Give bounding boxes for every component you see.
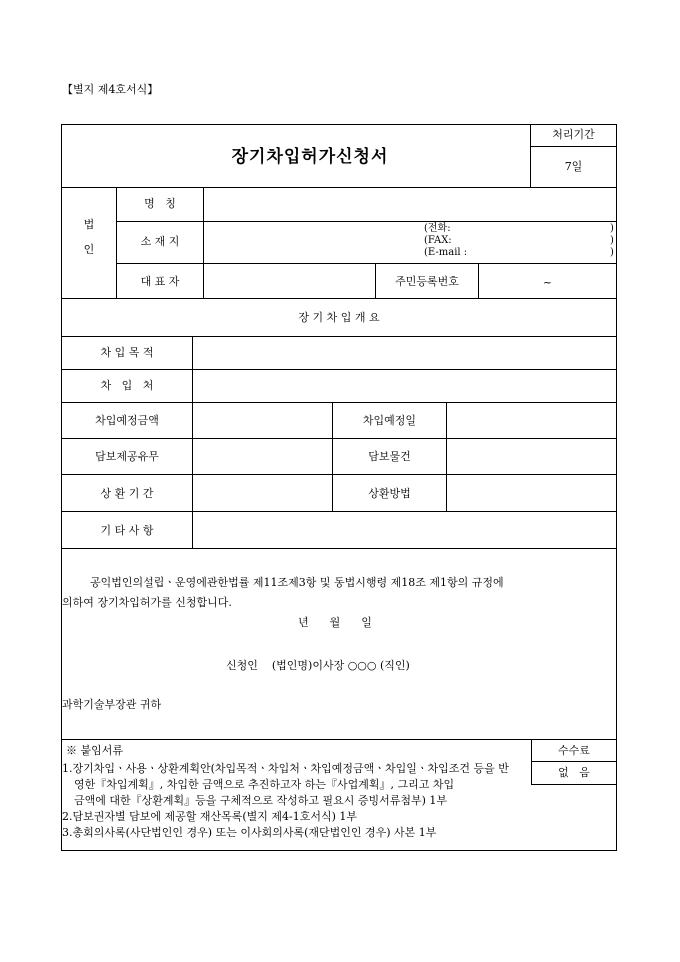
date-label: 차입예정일 bbox=[362, 414, 417, 427]
method-field[interactable] bbox=[447, 475, 616, 511]
date-field[interactable] bbox=[447, 403, 616, 438]
applicant-line: 신청인 (법인명)이사장 ○○○ (직인) bbox=[226, 659, 410, 672]
amount-label: 차입예정금액 bbox=[95, 414, 159, 427]
attachment-item3: 3.총회의사록(사단법인인 경우) 또는 이사회의사록(재단법인인 경우) 사본 1부 bbox=[62, 826, 437, 839]
email-label: (E-mail : bbox=[424, 247, 468, 258]
amount-field[interactable] bbox=[193, 403, 332, 438]
lender-field[interactable] bbox=[193, 370, 616, 402]
fax-close: ) bbox=[610, 235, 614, 246]
border-right bbox=[616, 124, 617, 851]
statement-date: 년 월 일 bbox=[298, 616, 372, 629]
period-field[interactable] bbox=[193, 475, 332, 511]
statement-line2: 의하여 장기차입허가를 신청합니다. bbox=[62, 596, 232, 609]
phone-label: (전화: bbox=[424, 223, 451, 234]
processing-label: 처리기간 bbox=[552, 128, 595, 141]
reg-no-value[interactable]: ~ bbox=[542, 276, 553, 289]
fee-value: 없 음 bbox=[558, 766, 590, 779]
overview-header: 장 기 차 입 개 요 bbox=[298, 311, 380, 324]
attachment-item2: 2.담보권자별 담보에 제공할 재산목록(별지 제4-1호서식) 1부 bbox=[62, 810, 358, 823]
border-bottom bbox=[61, 850, 617, 851]
other-field[interactable] bbox=[193, 512, 616, 548]
attachments-header: ※ 붙임서류 bbox=[66, 744, 124, 757]
processing-value: 7일 bbox=[564, 160, 583, 173]
name-field[interactable] bbox=[204, 188, 616, 221]
collateral-field[interactable] bbox=[193, 439, 332, 474]
attachment-item1-b: 영한『차입계획』, 차입한 금액으로 추진하고자 하는『사업계획』, 그리고 차입 bbox=[74, 778, 455, 791]
attachment-item1-a: 1.장기차입ㆍ사용ㆍ상환계획안(차입목적ㆍ차입처ㆍ차입예정금액ㆍ차입일ㆍ차입조건 등을 반 bbox=[62, 762, 509, 775]
rep-label: 대 표 자 bbox=[140, 275, 180, 288]
collateral-label: 담보제공유무 bbox=[95, 450, 159, 463]
statement-line1: 공익법인의설립ㆍ운영에관한법률 제11조제3항 및 동법시행령 제18조 제1항의 규정에 bbox=[90, 576, 504, 589]
fax-label: (FAX: bbox=[424, 235, 452, 246]
collateral-item-label: 담보물건 bbox=[368, 450, 411, 463]
address-label: 소 재 지 bbox=[140, 235, 180, 248]
addressee: 과학기술부장관 귀하 bbox=[62, 698, 162, 711]
period-label: 상 환 기 간 bbox=[100, 487, 154, 500]
form-title: 장기차입허가신청서 bbox=[231, 147, 389, 167]
rep-field[interactable] bbox=[204, 264, 375, 298]
corp-label: 법 인 bbox=[83, 218, 95, 257]
purpose-field[interactable] bbox=[193, 337, 616, 369]
attachment-item1-c: 금액에 대한『상환계획』등을 구체적으로 작성하고 필요시 증빙서류첨부) 1부 bbox=[74, 794, 448, 807]
other-label: 기 타 사 항 bbox=[100, 524, 154, 537]
form-id: 【별지 제4호서식】 bbox=[62, 83, 159, 96]
border-top bbox=[61, 124, 617, 125]
address-field[interactable] bbox=[204, 222, 616, 263]
fee-label: 수수료 bbox=[558, 744, 590, 757]
method-label: 상환방법 bbox=[368, 487, 411, 500]
lender-label: 차 입 처 bbox=[100, 379, 154, 392]
phone-close: ) bbox=[610, 223, 614, 234]
collateral-item-field[interactable] bbox=[447, 439, 616, 474]
reg-no-label: 주민등록번호 bbox=[395, 275, 459, 288]
email-close: ) bbox=[610, 247, 614, 258]
name-label: 명 칭 bbox=[144, 197, 176, 210]
purpose-label: 차 입 목 적 bbox=[100, 346, 154, 359]
